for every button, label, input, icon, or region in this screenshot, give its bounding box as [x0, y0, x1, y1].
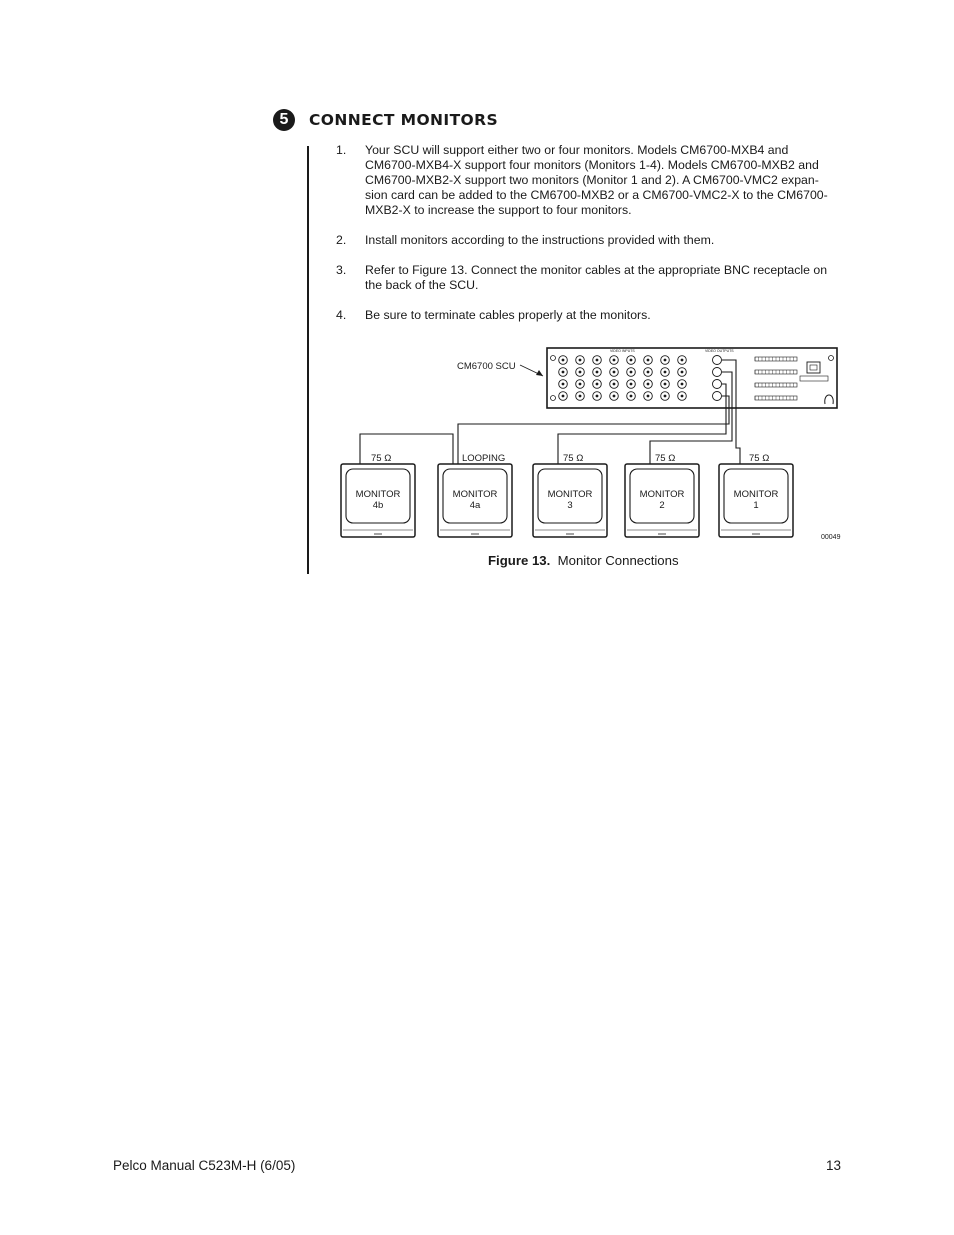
- list-item-number: 2.: [336, 233, 347, 247]
- footer-page-number: 13: [826, 1158, 842, 1173]
- figure-caption-text: Monitor Connections: [557, 553, 679, 568]
- list-item-text: Your SCU will support either two or four monitors. Models CM6700-MXB4 and CM6700-MXB4-X support four monitors (Monitors 1-4). Models CM6700-MXB2 and CM6700-MXB2-X support two monitors (Monitor 1 and 2). A CM6700-VMC2 expan-sion card can be added to the CM6700-MXB2 or a CM6700-VMC2-X to the CM6700-MXB2-X to increase the support to four monitors.: [365, 143, 828, 217]
- list-item-number: 1.: [336, 143, 347, 157]
- monitor-connection-diagram: [330, 340, 850, 550]
- figure-id: 00049: [821, 534, 841, 541]
- list-item: [336, 308, 836, 323]
- section-title: CONNECT MONITORS: [309, 111, 499, 129]
- scu-label: CM6700 SCU: [457, 361, 516, 372]
- monitor-number: 4a: [469, 500, 481, 511]
- monitor-label: MONITOR: [733, 489, 779, 500]
- monitor-group: [341, 453, 793, 537]
- monitor-number: 1: [753, 500, 759, 511]
- section-rule: [307, 146, 309, 574]
- video-inputs-label: VIDEO INPUTS: [610, 349, 635, 353]
- monitor-number: 2: [659, 500, 665, 511]
- figure-caption: [488, 553, 679, 568]
- monitor: [438, 453, 512, 537]
- instruction-list: [336, 143, 836, 338]
- monitor: [719, 453, 793, 537]
- monitor-termination-label: 75 Ω: [655, 453, 676, 464]
- monitor-termination-label: 75 Ω: [749, 453, 770, 464]
- monitor: [533, 453, 607, 537]
- video-outputs-label: VIDEO OUTPUTS: [705, 349, 734, 353]
- step-number-badge: 5: [273, 109, 295, 131]
- list-item: [336, 233, 836, 248]
- list-item-number: 3.: [336, 263, 347, 277]
- list-item-text: Be sure to terminate cables properly at the monitors.: [365, 308, 651, 322]
- list-item: [336, 143, 836, 218]
- monitor-label: MONITOR: [355, 489, 401, 500]
- monitor: [625, 453, 699, 537]
- list-item-text: Install monitors according to the instructions provided with them.: [365, 233, 715, 247]
- monitor: [341, 453, 415, 537]
- list-item-number: 4.: [336, 308, 347, 322]
- list-item-text: Refer to Figure 13. Connect the monitor cables at the appropriate BNC receptacle on the back of the SCU.: [365, 263, 828, 292]
- figure-caption-label: Figure 13.: [488, 553, 551, 568]
- list-item: [336, 263, 836, 293]
- monitor-label: MONITOR: [639, 489, 685, 500]
- monitor-termination-label: 75 Ω: [563, 453, 584, 464]
- footer-manual-id: Pelco Manual C523M-H (6/05): [113, 1158, 296, 1173]
- monitor-termination-label: LOOPING: [462, 453, 506, 464]
- monitor-termination-label: 75 Ω: [371, 453, 392, 464]
- monitor-label: MONITOR: [547, 489, 593, 500]
- monitor-number: 4b: [372, 500, 384, 511]
- monitor-number: 3: [567, 500, 573, 511]
- scu-back-panel: [547, 348, 837, 408]
- monitor-label: MONITOR: [452, 489, 498, 500]
